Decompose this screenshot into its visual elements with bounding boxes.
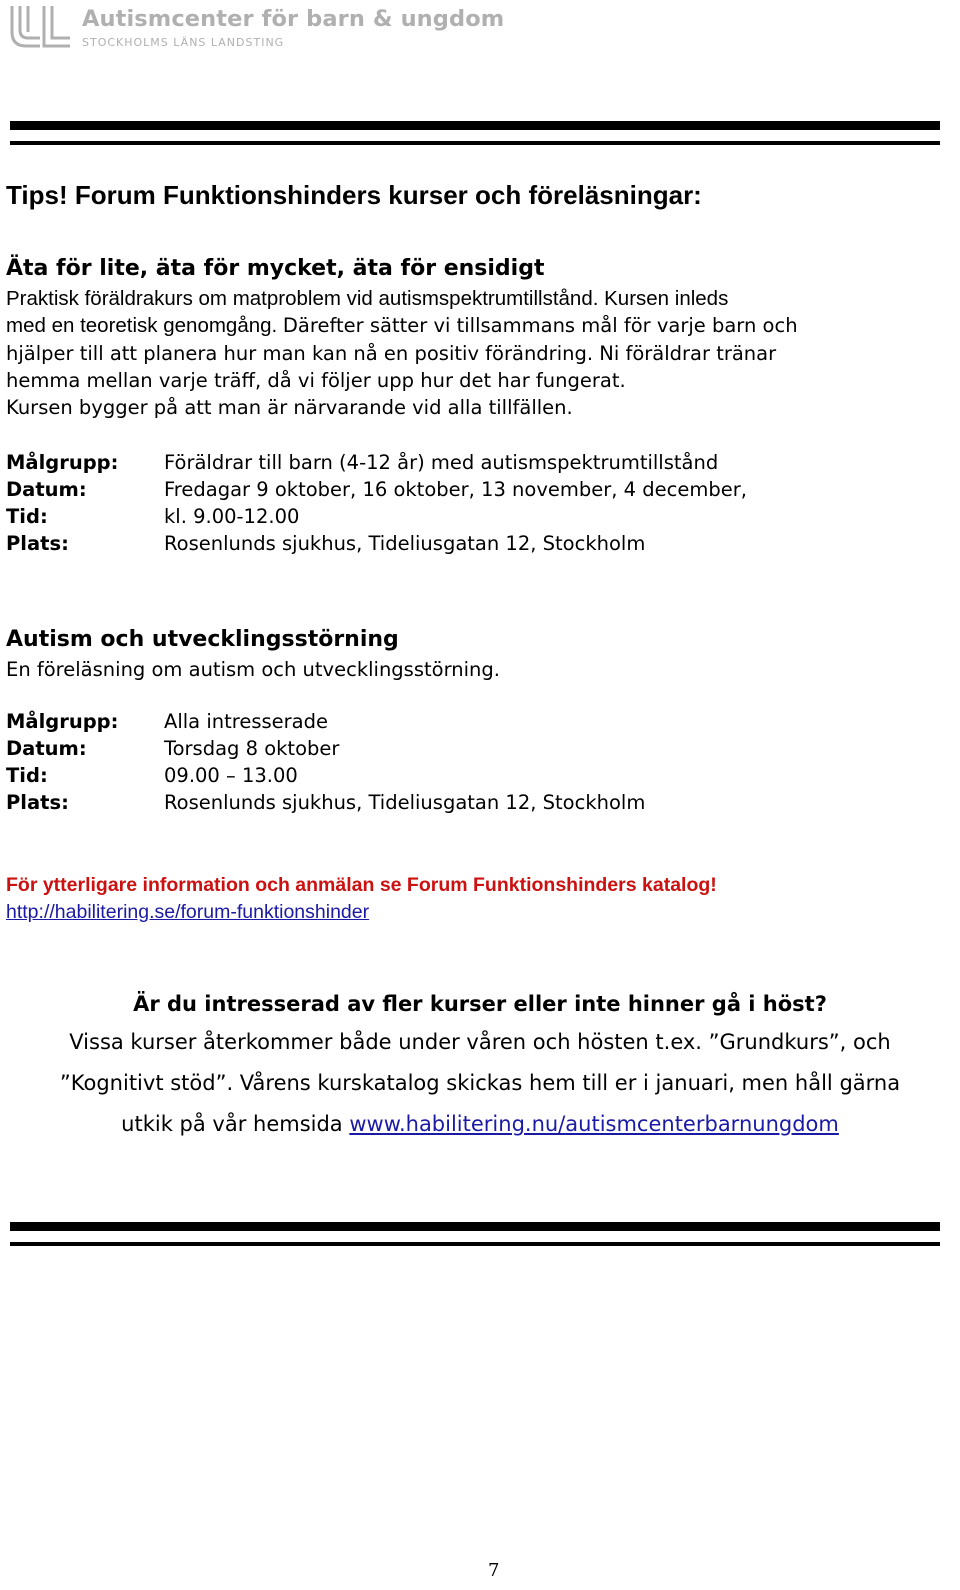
course1-line-5: Kursen bygger på att man är närvarande vid alla tillfällen. <box>6 396 573 420</box>
forum-link[interactable]: http://habilitering.se/forum-funktionshinder <box>6 901 370 923</box>
top-rule-thin <box>10 141 940 145</box>
org-subtitle: STOCKHOLMS LÄNS LANDSTING <box>82 36 285 49</box>
course1-line-1: Praktisk föräldrakurs om matproblem vid autismspektrumtillstånd. Kursen inleds <box>6 287 729 310</box>
course1-line-3: hjälper till att planera hur man kan nå en positiv förändring. Ni föräldrar tränar <box>6 341 777 365</box>
bottom-rule-thin <box>10 1242 940 1246</box>
closing-text <box>0 1030 960 1153</box>
course1-line-2: med en teoretisk genomgång. Därefter sätter vi tillsammans mål för varje barn och <box>6 314 798 338</box>
top-rule-thick <box>10 121 940 130</box>
closing-line-1: Vissa kurser återkommer både under våren och hösten t.ex. ”Grundkurs”, och <box>69 1030 891 1054</box>
course2-title: Autism och utvecklingsstörning <box>6 627 399 652</box>
course1-description <box>6 285 798 421</box>
course1-line-4: hemma mellan varje träff, då vi följer upp hur det har fungerat. <box>6 368 626 392</box>
landsting-logo-icon <box>6 2 76 52</box>
closing-line-3: utkik på vår hemsida www.habilitering.nu/autismcenterbarnungdom <box>121 1112 839 1136</box>
page-number: 7 <box>488 1560 500 1581</box>
header-logo <box>6 2 566 52</box>
course1-title: Äta för lite, äta för mycket, äta för ensidigt <box>6 256 545 281</box>
closing-heading: Är du intresserad av fler kurser eller inte hinner gå i höst? <box>133 992 827 1016</box>
more-info-note: För ytterligare information och anmälan se Forum Funktionshinders katalog! <box>6 874 717 896</box>
tips-heading: Tips! Forum Funktionshinders kurser och föreläsningar: <box>6 180 702 210</box>
org-name: Autismcenter för barn & ungdom <box>82 6 505 32</box>
bottom-rule-thick <box>10 1222 940 1231</box>
closing-line-2: ”Kognitivt stöd”. Vårens kurskatalog skickas hem till er i januari, men håll gärna <box>59 1071 901 1095</box>
homepage-link[interactable]: www.habilitering.nu/autismcenterbarnungdom <box>349 1112 839 1136</box>
course2-description: En föreläsning om autism och utvecklingsstörning. <box>6 658 500 681</box>
